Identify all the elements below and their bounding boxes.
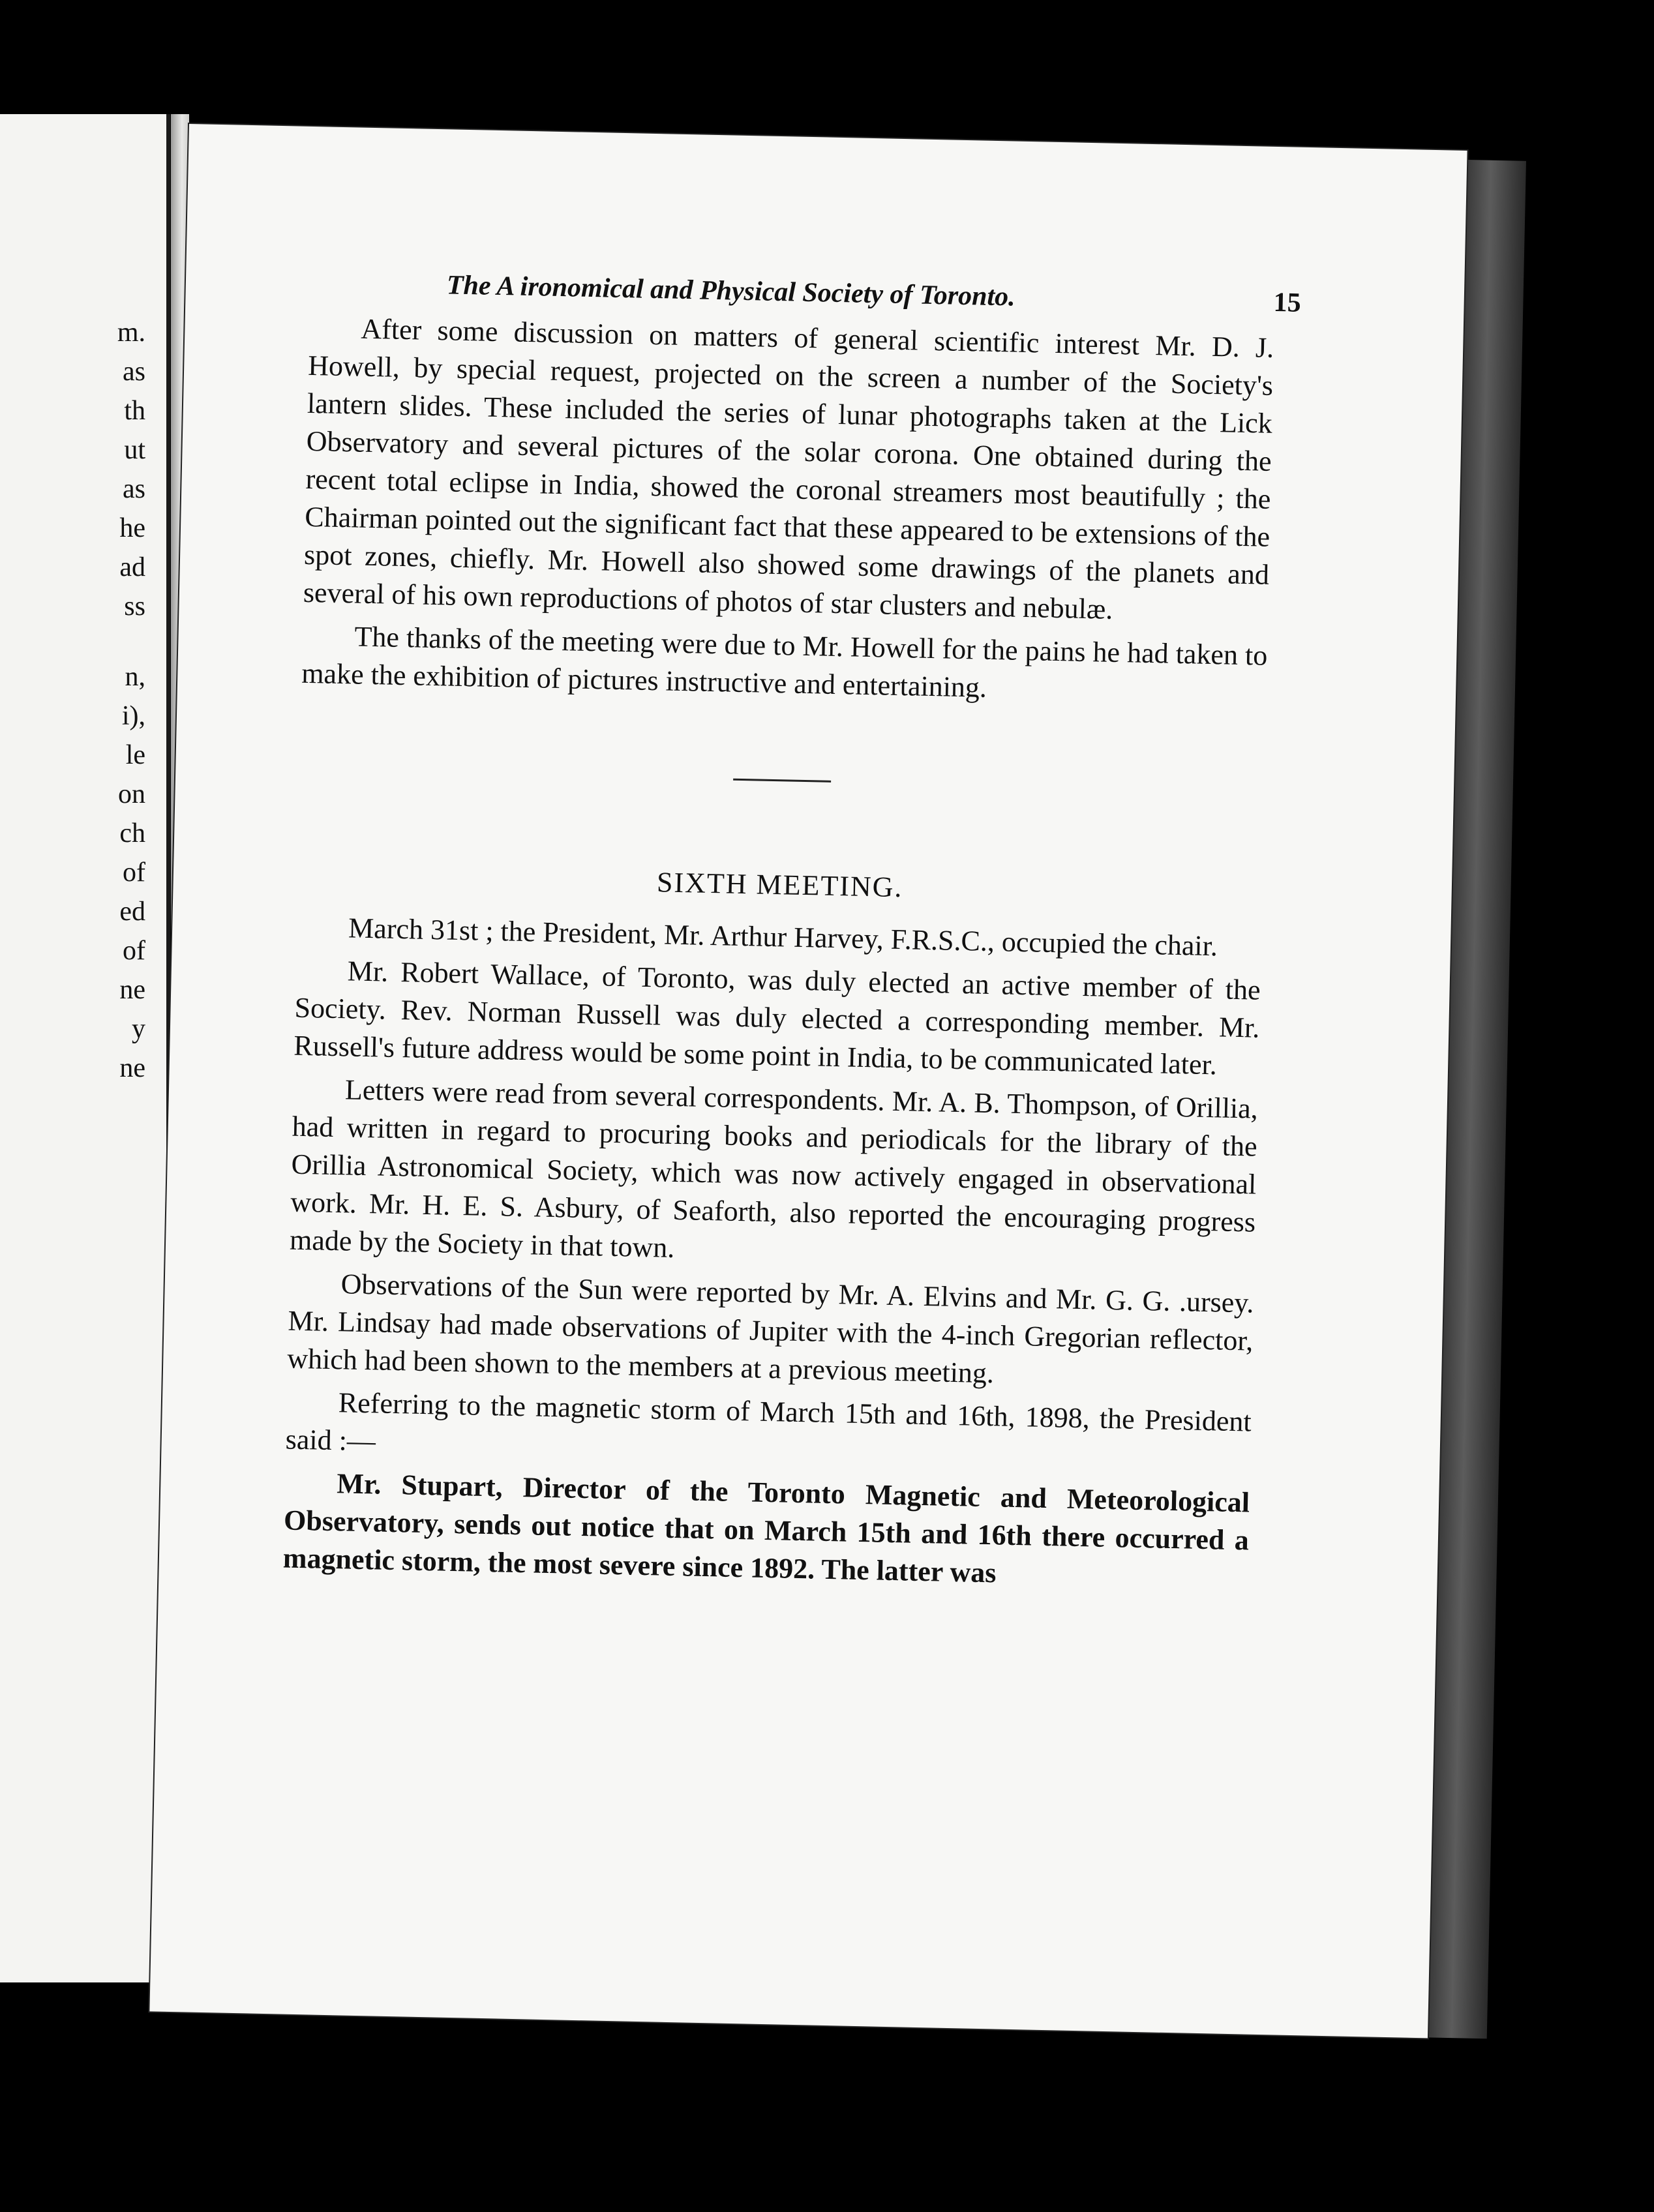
left-page-text-fragments xyxy=(117,313,145,1088)
paragraph: March 31st ; the President, Mr. Arthur Harvey, F.R.S.C., occupied the chair. xyxy=(348,912,1218,963)
left-fragment: on xyxy=(118,779,145,809)
left-fragment: ne xyxy=(119,1053,145,1083)
left-fragment: th xyxy=(124,396,145,426)
left-fragment: le xyxy=(125,740,145,770)
left-fragment: ss xyxy=(124,591,145,621)
left-facing-page xyxy=(0,114,170,1982)
section-divider xyxy=(733,779,831,783)
left-fragment: ne xyxy=(119,975,145,1005)
left-fragment: he xyxy=(119,513,145,543)
left-fragment: m. xyxy=(117,318,145,348)
paragraph: Letters were read from several correspondents. Mr. A. B. Thompson, of Orillia, had written in regard to procuring books and periodicals for the library of the Orillia Astronomical Society, which was now actively engaged in observational work. Mr. H. E. S. Asbury, of Seaforth, also reported the encouraging progress made by the Society in that town. xyxy=(289,1073,1259,1264)
page-content xyxy=(282,263,1302,1603)
left-fragment: ed xyxy=(119,897,145,927)
left-fragment: i), xyxy=(121,701,145,731)
running-head-title: The A ironomical and Physical Society of Toronto. xyxy=(446,270,1016,312)
left-fragment: y xyxy=(132,1014,145,1044)
left-fragment: ut xyxy=(124,435,145,465)
quote-paragraph: Mr. Stupart, Director of the Toronto Magnetic and Meteorological Observatory, sends out notice that on March 15th and 16th there occurred a magnetic storm, the most severe since 1892. The latter was xyxy=(282,1467,1250,1589)
fragment-gap xyxy=(117,626,145,657)
paragraph: After some discussion on matters of general scientific interest Mr. D. J. Howell, by special request, projected on the screen a number of the Society's lantern slides. These included the series of lunar photographs taken at the Lick Observatory and several pictures of the solar corona. One obtained during the recent total eclipse in India, showed the coronal streamers most beautifully ; the Chairman pointed out the significant fact that these appeared to be extensions of the spot zones, chiefly. Mr. Howell also showed some drawings of the planets and several of his own reproductions of photos of star clusters and nebulæ. xyxy=(303,312,1274,625)
left-fragment: of xyxy=(123,858,145,888)
quoted-notice xyxy=(282,1464,1250,1598)
paragraph: Observations of the Sun were reported by Mr. A. Elvins and Mr. G. G. .ursey. Mr. Lindsay had made observations of Jupiter with the 4-inch Gregorian reflector, which had been shown to the members at a previous meeting. xyxy=(286,1268,1255,1390)
paragraph: Referring to the magnetic storm of March 15th and 16th, 1898, the President said :— xyxy=(285,1386,1252,1457)
left-fragment: ad xyxy=(119,552,145,582)
document-page xyxy=(149,124,1467,2038)
left-fragment: ch xyxy=(119,818,145,848)
left-fragment: of xyxy=(123,936,145,966)
section-heading: SIXTH MEETING. xyxy=(656,866,903,904)
page-number: 15 xyxy=(1273,287,1302,318)
left-fragment: n, xyxy=(125,662,145,692)
paragraph: Mr. Robert Wallace, of Toronto, was duly elected an active member of the Society. Rev. Norman Russell was duly elected a corresponding member. Mr. Russell's future address would be some point in India, to be communicated later. xyxy=(293,955,1261,1081)
left-fragment: as xyxy=(123,474,145,504)
paragraph: The thanks of the meeting were due to Mr. Howell for the pains he had taken to make the exhibition of pictures instructive and entertaining. xyxy=(301,620,1268,704)
left-fragment: as xyxy=(123,357,145,387)
